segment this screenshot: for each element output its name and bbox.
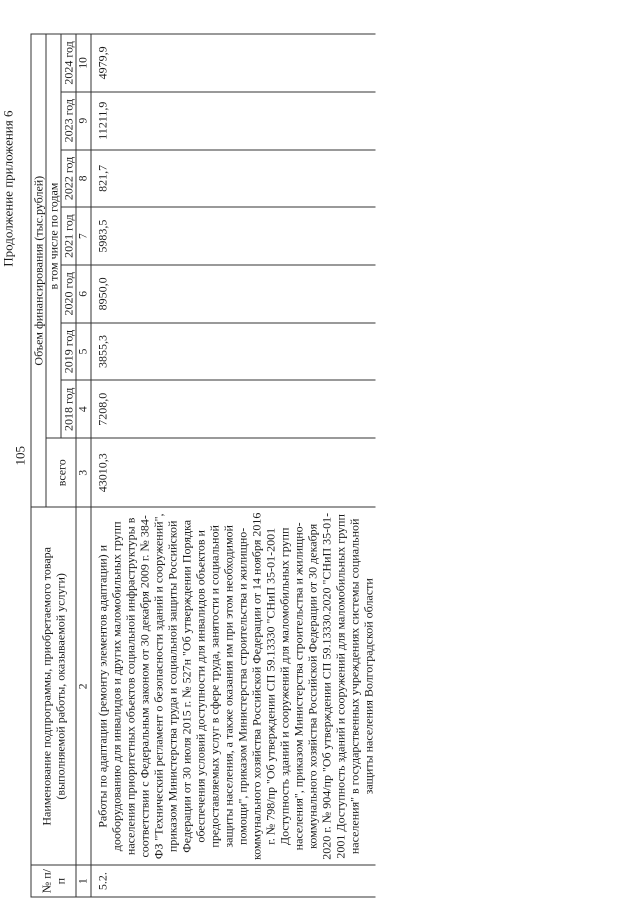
row-total: 43010,3 (91, 438, 376, 507)
index-cell: 10 (76, 34, 91, 92)
header-year: 2021 год (61, 207, 76, 265)
table-row (91, 34, 376, 897)
header-year: 2019 год (61, 322, 76, 380)
index-cell: 5 (76, 322, 91, 380)
header-year: 2023 год (61, 91, 76, 149)
index-cell: 6 (76, 264, 91, 322)
continuation-label: Продолжение приложения 6 (0, 110, 15, 267)
financing-table (30, 33, 375, 897)
index-cell: 2 (76, 507, 91, 865)
header-num: № п/п (31, 865, 76, 897)
row-value-2018: 7208,0 (91, 380, 376, 438)
page-number: 105 (12, 445, 27, 465)
index-cell: 9 (76, 91, 91, 149)
row-description: Работы по адаптации (ремонту элементов адаптации) и дооборудованию для инвалидов и других маломобильных групп населения приоритетных объектов социальной инфраструктуры в соответствии с Федеральным законом от 30 декабря 2009 г. № 384-ФЗ "Технический регламент о безопасности зданий и сооружений", приказом Министерства труда и социальной защиты Российской Федерации от 30 июля 2015 г. № 527н "Об утверждении Порядка обеспечения условий доступности для инвалидов объектов и предоставляемых услуг в сфере труда, занятости и социальной защиты населения, а также оказания им при этом необходимой помощи", приказом Министерства строительства и жилищно-коммунального хозяйства Российской Федерации от 14 ноября 2016 г. № 798/пр "Об утверждении СП 59.13330 "СНиП 35-01-2001 Доступность зданий и сооружений для маломобильных групп населения", приказом Министерства строительства и жилищно-коммунального хозяйства Российской Федерации от 30 декабря 2020 г. № 904/пр "Об утверждении СП 59.13330.2020 "СНиП 35-01-2001 Доступность зданий и сооружений для маломобильных групп населения" в государственных учреждениях системы социальной защиты населения Волгоградской области (91, 507, 376, 865)
row-value-2023: 11211,9 (91, 91, 376, 149)
row-value-2019: 3855,3 (91, 322, 376, 380)
index-cell: 7 (76, 207, 91, 265)
header-name: Наименование подпрограммы, приобретаемого товара (выполняемой работы, оказываемой услуги) (31, 507, 76, 865)
header-year: 2022 год (61, 149, 76, 207)
row-value-2024: 4979,9 (91, 34, 376, 92)
index-cell: 1 (76, 865, 91, 897)
index-cell: 3 (76, 438, 91, 507)
header-year: 2024 год (61, 34, 76, 92)
header-year: 2018 год (61, 380, 76, 438)
header-volume: Объем финансирования (тыс.рублей) (31, 34, 46, 507)
row-value-2021: 5983,5 (91, 207, 376, 265)
row-number: 5.2. (91, 865, 376, 897)
header-year: 2020 год (61, 264, 76, 322)
row-value-2022: 821,7 (91, 149, 376, 207)
header-incl: в том числе по годам (46, 34, 61, 438)
header-total: всего (46, 438, 76, 507)
index-cell: 8 (76, 149, 91, 207)
index-cell: 4 (76, 380, 91, 438)
row-value-2020: 8950,0 (91, 264, 376, 322)
